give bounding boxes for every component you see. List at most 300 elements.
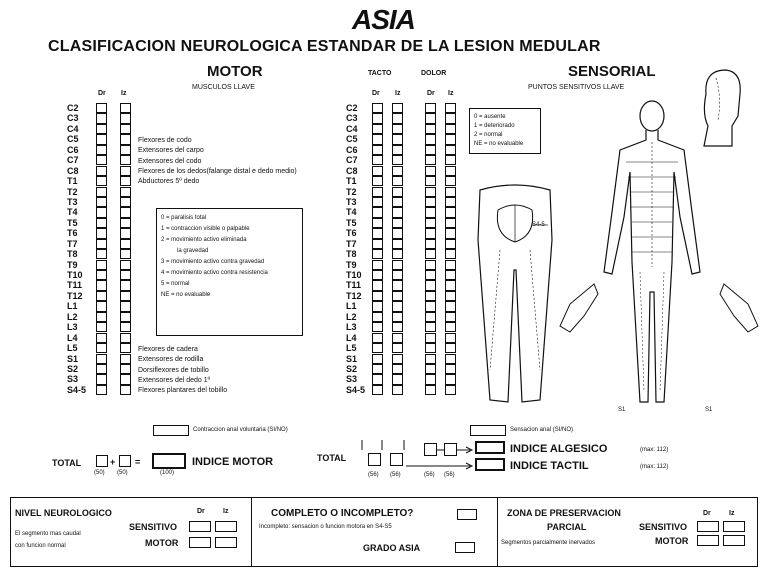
motor-left-box-c3[interactable] <box>120 113 131 123</box>
motor-legend-0: 0 = paralisis total <box>161 215 207 221</box>
pain-total-left[interactable] <box>444 443 457 456</box>
motor-level-labels <box>67 103 86 395</box>
pain-left-box-c3[interactable] <box>445 113 456 123</box>
touch-total-left[interactable] <box>390 453 403 466</box>
motor-level-t4: T4 <box>67 207 78 218</box>
touch-right-box-s1[interactable] <box>372 354 383 364</box>
motor-left-box-l5[interactable] <box>120 343 131 353</box>
zone-motor-label: MOTOR <box>655 536 689 546</box>
motor-left-box-c7[interactable] <box>120 155 131 165</box>
neuro-level-desc-2: con funcion normal <box>15 543 66 549</box>
pain-right-box-c6[interactable] <box>425 145 436 155</box>
muscle-l3: Extensores de rodilla <box>138 356 204 364</box>
motor-right-box-c3[interactable] <box>96 113 107 123</box>
zone-sensitive-left[interactable] <box>723 521 745 532</box>
touch-right-box-t2[interactable] <box>372 187 383 197</box>
sensory-level-t3: T3 <box>346 196 357 207</box>
touch-left-box-l1[interactable] <box>392 301 403 311</box>
touch-right-boxes <box>372 103 383 395</box>
pain-left-box-c8[interactable] <box>445 166 456 176</box>
motor-level-t5: T5 <box>67 217 78 228</box>
motor-right-box-t4[interactable] <box>96 207 107 217</box>
pain-left-box-t2[interactable] <box>445 187 456 197</box>
motor-level-s4-5: S4-5 <box>67 384 87 395</box>
motor-left-boxes <box>120 103 131 395</box>
motor-left-box-t1[interactable] <box>120 176 131 186</box>
motor-right-box-c5[interactable] <box>96 134 107 144</box>
touch-left-box-t6[interactable] <box>392 228 403 238</box>
motor-subtitle: MUSCULOS LLAVE <box>192 84 255 91</box>
pain-right-box-t1[interactable] <box>425 176 436 186</box>
sensory-level-l1: L1 <box>346 301 357 312</box>
motor-level-t6: T6 <box>67 228 78 239</box>
muscle-l4: Dorsiflexores de tobillo <box>138 366 209 374</box>
motor-level-t9: T9 <box>67 259 78 270</box>
touch-left-box-t7[interactable] <box>392 239 403 249</box>
pain-left-box-s4-5[interactable] <box>445 385 456 395</box>
pain-left-box-c7[interactable] <box>445 155 456 165</box>
pain-total-right[interactable] <box>424 443 437 456</box>
motor-level-l3: L3 <box>67 322 78 333</box>
touch-right-box-c8[interactable] <box>372 166 383 176</box>
sensory-title: SENSORIAL <box>568 63 656 80</box>
neuro-sensitive-left[interactable] <box>215 521 237 532</box>
sensory-level-c6: C6 <box>346 144 358 155</box>
touch-left-boxes <box>392 103 403 395</box>
touch-right-box-c3[interactable] <box>372 113 383 123</box>
motor-right-box-l1[interactable] <box>96 301 107 311</box>
pain-right-box-s1[interactable] <box>425 354 436 364</box>
touch-right-box-t5[interactable] <box>372 218 383 228</box>
motor-title: MOTOR <box>207 63 263 80</box>
touch-left-box-l3[interactable] <box>392 322 403 332</box>
pain-header: DOLOR <box>421 70 447 77</box>
motor-legend-4: 3 = movimiento activo contra gravedad <box>161 259 265 265</box>
pain-left-box-c2[interactable] <box>445 103 456 113</box>
zone-desc: Segmentos parcialmente inervados <box>501 540 596 546</box>
head-profile-diagram <box>692 64 748 154</box>
touch-right-box-t9[interactable] <box>372 260 383 270</box>
pain-max-left: (56) <box>444 472 455 478</box>
motor-left-box-t2[interactable] <box>120 187 131 197</box>
sensory-total-label: TOTAL <box>317 453 347 463</box>
motor-left-box-t3[interactable] <box>120 197 131 207</box>
motor-index-label: INDICE MOTOR <box>192 456 274 468</box>
motor-right-box-l4[interactable] <box>96 333 107 343</box>
zone-title-2: PARCIAL <box>547 522 587 532</box>
pain-right-box-t6[interactable] <box>425 228 436 238</box>
motor-level-t2: T2 <box>67 186 78 197</box>
muscle-c8: Flexores de los dedos(falange distal e dedo medio) <box>138 167 297 175</box>
zone-motor-left[interactable] <box>723 535 745 546</box>
touch-right-box-s4-5[interactable] <box>372 385 383 395</box>
pain-right-box-l4[interactable] <box>425 333 436 343</box>
form-title: CLASIFICACION NEUROLOGICA ESTANDAR DE LA LESION MEDULAR <box>48 38 601 55</box>
pain-right-box-t3[interactable] <box>425 197 436 207</box>
motor-legend-1: 1 = contraccion visible o palpable <box>161 226 250 232</box>
sensory-legend-2: 2 = normal <box>474 132 503 138</box>
touch-right-box-t10[interactable] <box>372 270 383 280</box>
pain-index-max: (max: 112) <box>640 447 669 453</box>
touch-left-box-t11[interactable] <box>392 280 403 290</box>
pain-right-box-t7[interactable] <box>425 239 436 249</box>
motor-right-box-t7[interactable] <box>96 239 107 249</box>
touch-left-box-s3[interactable] <box>392 374 403 384</box>
pain-right-box-l5[interactable] <box>425 343 436 353</box>
touch-max-left: (56) <box>390 472 401 478</box>
motor-left-box-t6[interactable] <box>120 228 131 238</box>
pain-right-box-t8[interactable] <box>425 249 436 259</box>
motor-left-box-c2[interactable] <box>120 103 131 113</box>
motor-right-box-t11[interactable] <box>96 280 107 290</box>
motor-left-box-l3[interactable] <box>120 322 131 332</box>
sensory-level-l2: L2 <box>346 311 357 322</box>
footer-divider-2 <box>497 498 498 566</box>
neuro-level-title: NIVEL NEUROLOGICO <box>15 508 112 518</box>
zone-sensitive-right[interactable] <box>697 521 719 532</box>
motor-index-box[interactable] <box>152 453 186 469</box>
pain-max-right: (56) <box>424 472 435 478</box>
pain-right-box-c7[interactable] <box>425 155 436 165</box>
touch-left-box-l4[interactable] <box>392 333 403 343</box>
touch-index-max: (max: 112) <box>640 464 669 470</box>
pain-left-box-c6[interactable] <box>445 145 456 155</box>
motor-col-left: Iz <box>121 90 127 97</box>
pain-left-box-t11[interactable] <box>445 280 456 290</box>
sensory-subtitle: PUNTOS SENSITIVOS LLAVE <box>528 84 625 91</box>
motor-right-box-t5[interactable] <box>96 218 107 228</box>
pain-left-box-t7[interactable] <box>445 239 456 249</box>
touch-left-box-t9[interactable] <box>392 260 403 270</box>
pain-left-box-t12[interactable] <box>445 291 456 301</box>
motor-left-box-s1[interactable] <box>120 354 131 364</box>
sensory-legend <box>469 108 541 154</box>
sensory-level-t7: T7 <box>346 238 357 249</box>
pain-col-right: Dr <box>427 90 435 97</box>
motor-level-c4: C4 <box>67 123 79 134</box>
motor-col-right: Dr <box>98 90 106 97</box>
touch-right-box-t1[interactable] <box>372 176 383 186</box>
pain-left-box-t1[interactable] <box>445 176 456 186</box>
sensory-legend-3: NE = no evaluable <box>474 141 524 147</box>
motor-level-t8: T8 <box>67 249 78 260</box>
motor-left-box-c8[interactable] <box>120 166 131 176</box>
touch-total-right[interactable] <box>368 453 381 466</box>
motor-left-box-t11[interactable] <box>120 280 131 290</box>
touch-left-box-l5[interactable] <box>392 343 403 353</box>
pain-right-box-t11[interactable] <box>425 280 436 290</box>
pain-right-box-c4[interactable] <box>425 124 436 134</box>
motor-right-box-l5[interactable] <box>96 343 107 353</box>
pain-right-box-c5[interactable] <box>425 134 436 144</box>
complete-box[interactable] <box>457 509 477 520</box>
sensory-level-t9: T9 <box>346 259 357 270</box>
pain-right-box-t10[interactable] <box>425 270 436 280</box>
neuro-col-left: Iz <box>223 508 229 515</box>
motor-left-box-c6[interactable] <box>120 145 131 155</box>
touch-left-box-t2[interactable] <box>392 187 403 197</box>
touch-right-box-s3[interactable] <box>372 374 383 384</box>
touch-left-box-s4-5[interactable] <box>392 385 403 395</box>
pain-left-box-l5[interactable] <box>445 343 456 353</box>
motor-equals: = <box>135 457 141 467</box>
footer-divider-1 <box>251 498 252 566</box>
muscle-l2: Flexores de cadera <box>138 346 198 353</box>
motor-right-box-c6[interactable] <box>96 145 107 155</box>
pain-right-box-t12[interactable] <box>425 291 436 301</box>
s1-right-marker: S1 <box>705 407 713 413</box>
pain-right-box-s4-5[interactable] <box>425 385 436 395</box>
touch-col-right: Dr <box>372 90 380 97</box>
pain-right-box-c8[interactable] <box>425 166 436 176</box>
motor-right-box-s4-5[interactable] <box>96 385 107 395</box>
touch-right-box-c5[interactable] <box>372 134 383 144</box>
touch-left-box-s1[interactable] <box>392 354 403 364</box>
touch-right-box-l4[interactable] <box>372 333 383 343</box>
motor-level-t12: T12 <box>67 290 83 301</box>
motor-left-box-t10[interactable] <box>120 270 131 280</box>
zone-sensitive-label: SENSITIVO <box>639 522 688 532</box>
motor-right-box-s3[interactable] <box>96 374 107 384</box>
pain-left-box-t3[interactable] <box>445 197 456 207</box>
grade-box[interactable] <box>455 542 475 553</box>
touch-left-box-s2[interactable] <box>392 364 403 374</box>
motor-left-box-t7[interactable] <box>120 239 131 249</box>
motor-level-t11: T11 <box>67 280 83 291</box>
motor-level-t7: T7 <box>67 238 78 249</box>
motor-left-box-t12[interactable] <box>120 291 131 301</box>
pain-right-box-c3[interactable] <box>425 113 436 123</box>
motor-left-box-t4[interactable] <box>120 207 131 217</box>
sensory-legend-0: 0 = ausente <box>474 114 506 120</box>
pain-left-box-l2[interactable] <box>445 312 456 322</box>
motor-left-box-t5[interactable] <box>120 218 131 228</box>
touch-left-box-t3[interactable] <box>392 197 403 207</box>
anal-sensation-box[interactable] <box>470 425 506 436</box>
sensory-level-t10: T10 <box>346 270 362 280</box>
pain-left-box-t10[interactable] <box>445 270 456 280</box>
pain-col-left: Iz <box>448 90 454 97</box>
perineum-diagram <box>470 180 560 410</box>
motor-left-box-s4-5[interactable] <box>120 385 131 395</box>
pain-right-box-t9[interactable] <box>425 260 436 270</box>
touch-left-box-c6[interactable] <box>392 145 403 155</box>
pain-left-boxes <box>445 103 456 395</box>
motor-right-box-c4[interactable] <box>96 124 107 134</box>
pain-left-box-t9[interactable] <box>445 260 456 270</box>
motor-level-c2: C2 <box>67 103 79 113</box>
touch-right-box-c7[interactable] <box>372 155 383 165</box>
touch-right-box-c4[interactable] <box>372 124 383 134</box>
motor-right-box-t9[interactable] <box>96 260 107 270</box>
pain-right-box-s2[interactable] <box>425 364 436 374</box>
touch-left-box-c5[interactable] <box>392 134 403 144</box>
motor-right-box-c7[interactable] <box>96 155 107 165</box>
sensory-level-s1: S1 <box>346 353 358 364</box>
touch-right-box-c2[interactable] <box>372 103 383 113</box>
motor-legend-7: NE = no evaluable <box>161 292 211 298</box>
pain-right-box-c2[interactable] <box>425 103 436 113</box>
motor-max-left: (50) <box>117 470 128 476</box>
pain-left-box-s1[interactable] <box>445 354 456 364</box>
motor-level-c3: C3 <box>67 113 79 124</box>
pain-left-box-l4[interactable] <box>445 333 456 343</box>
touch-left-box-t8[interactable] <box>392 249 403 259</box>
motor-right-box-t2[interactable] <box>96 187 107 197</box>
touch-right-box-t4[interactable] <box>372 207 383 217</box>
pain-index-box[interactable] <box>475 441 505 454</box>
pain-right-box-l3[interactable] <box>425 322 436 332</box>
pain-left-box-s2[interactable] <box>445 364 456 374</box>
neuro-motor-right[interactable] <box>189 537 211 548</box>
sensory-level-c4: C4 <box>346 123 358 134</box>
motor-right-box-l2[interactable] <box>96 312 107 322</box>
touch-right-box-l1[interactable] <box>372 301 383 311</box>
pain-index-label: INDICE ALGESICO <box>510 443 608 455</box>
sensory-level-t11: T11 <box>346 280 362 291</box>
motor-left-box-l4[interactable] <box>120 333 131 343</box>
muscle-c7: Extensores del codo <box>138 157 202 165</box>
pain-right-box-s3[interactable] <box>425 374 436 384</box>
touch-left-box-c4[interactable] <box>392 124 403 134</box>
motor-left-box-l1[interactable] <box>120 301 131 311</box>
touch-left-box-c2[interactable] <box>392 103 403 113</box>
sensory-level-c5: C5 <box>346 134 358 145</box>
pain-left-box-t6[interactable] <box>445 228 456 238</box>
grade-label: GRADO ASIA <box>363 543 421 553</box>
motor-right-box-t12[interactable] <box>96 291 107 301</box>
motor-right-box-t10[interactable] <box>96 270 107 280</box>
sensory-level-c3: C3 <box>346 113 358 124</box>
touch-right-box-l2[interactable] <box>372 312 383 322</box>
touch-left-box-t10[interactable] <box>392 270 403 280</box>
touch-left-box-l2[interactable] <box>392 312 403 322</box>
pain-right-box-t4[interactable] <box>425 207 436 217</box>
motor-left-box-t8[interactable] <box>120 249 131 259</box>
motor-left-box-l2[interactable] <box>120 312 131 322</box>
motor-right-box-l3[interactable] <box>96 322 107 332</box>
pain-left-box-t5[interactable] <box>445 218 456 228</box>
hand-left-diagram <box>554 280 602 340</box>
sensory-level-t1: T1 <box>346 176 357 187</box>
motor-right-box-t6[interactable] <box>96 228 107 238</box>
touch-right-box-t11[interactable] <box>372 280 383 290</box>
sensory-level-s4-5: S4-5 <box>346 384 366 395</box>
sensory-level-s3: S3 <box>346 374 358 385</box>
pain-right-box-t5[interactable] <box>425 218 436 228</box>
touch-header: TACTO <box>368 70 392 77</box>
motor-right-box-t8[interactable] <box>96 249 107 259</box>
motor-right-box-t1[interactable] <box>96 176 107 186</box>
motor-total-left[interactable] <box>119 455 131 467</box>
muscle-c6: Extensores del carpo <box>138 147 204 155</box>
motor-right-box-c8[interactable] <box>96 166 107 176</box>
touch-right-box-t7[interactable] <box>372 239 383 249</box>
touch-left-box-c7[interactable] <box>392 155 403 165</box>
neuro-sensitive-label: SENSITIVO <box>129 522 178 532</box>
touch-right-box-s2[interactable] <box>372 364 383 374</box>
motor-right-box-s1[interactable] <box>96 354 107 364</box>
sensory-level-c8: C8 <box>346 165 358 176</box>
motor-plus: + <box>110 457 116 467</box>
zone-motor-right[interactable] <box>697 535 719 546</box>
sensory-level-t4: T4 <box>346 207 357 218</box>
anal-contraction-box[interactable] <box>153 425 189 436</box>
touch-left-box-c3[interactable] <box>392 113 403 123</box>
motor-right-box-t3[interactable] <box>96 197 107 207</box>
sensory-level-labels <box>346 103 365 395</box>
touch-left-box-t5[interactable] <box>392 218 403 228</box>
motor-level-l5: L5 <box>67 343 78 354</box>
motor-left-box-s3[interactable] <box>120 374 131 384</box>
touch-left-box-t12[interactable] <box>392 291 403 301</box>
touch-left-box-t4[interactable] <box>392 207 403 217</box>
motor-level-l2: L2 <box>67 311 78 322</box>
touch-right-box-t12[interactable] <box>372 291 383 301</box>
muscle-t1: Abductores 5º dedo <box>138 178 200 186</box>
motor-legend-2: 2 = movimiento activo eliminada <box>161 237 247 243</box>
motor-level-l1: L1 <box>67 301 78 312</box>
motor-level-c7: C7 <box>67 155 79 166</box>
motor-level-t3: T3 <box>67 196 78 207</box>
pain-left-box-c4[interactable] <box>445 124 456 134</box>
pain-left-box-l3[interactable] <box>445 322 456 332</box>
muscle-c5: Flexores de codo <box>138 137 192 144</box>
pain-left-box-l1[interactable] <box>445 301 456 311</box>
touch-right-box-l5[interactable] <box>372 343 383 353</box>
neuro-motor-left[interactable] <box>215 537 237 548</box>
touch-right-box-t6[interactable] <box>372 228 383 238</box>
pain-left-box-t4[interactable] <box>445 207 456 217</box>
sensory-level-l3: L3 <box>346 322 357 333</box>
touch-index-label: INDICE TACTIL <box>510 460 589 472</box>
s45-marker: S4-5 <box>532 222 545 228</box>
motor-total-right[interactable] <box>96 455 108 467</box>
touch-right-box-l3[interactable] <box>372 322 383 332</box>
touch-left-box-c8[interactable] <box>392 166 403 176</box>
incomplete-desc: Incompleto: sensacion o funcion motora en S4-S5 <box>259 524 392 530</box>
motor-left-box-t9[interactable] <box>120 260 131 270</box>
motor-left-box-c5[interactable] <box>120 134 131 144</box>
zone-col-right: Dr <box>703 510 711 517</box>
motor-level-s2: S2 <box>67 363 79 374</box>
motor-right-box-s2[interactable] <box>96 364 107 374</box>
pain-right-boxes <box>425 103 436 395</box>
neuro-sensitive-right[interactable] <box>189 521 211 532</box>
touch-index-box[interactable] <box>475 458 505 471</box>
asia-logo: ASIA <box>352 4 415 35</box>
touch-right-box-t8[interactable] <box>372 249 383 259</box>
s1-left-marker: S1 <box>618 407 626 413</box>
motor-right-box-c2[interactable] <box>96 103 107 113</box>
neuro-level-desc-1: El segmento mas caudal <box>15 531 81 537</box>
pain-left-box-c5[interactable] <box>445 134 456 144</box>
pain-right-box-l2[interactable] <box>425 312 436 322</box>
touch-left-box-t1[interactable] <box>392 176 403 186</box>
sensory-legend-1: 1 = deteriorado <box>474 123 515 129</box>
touch-right-box-t3[interactable] <box>372 197 383 207</box>
zone-col-left: Iz <box>729 510 735 517</box>
motor-level-c6: C6 <box>67 144 79 155</box>
motor-left-box-s2[interactable] <box>120 364 131 374</box>
pain-left-box-s3[interactable] <box>445 374 456 384</box>
pain-left-box-t8[interactable] <box>445 249 456 259</box>
motor-max-right: (50) <box>94 470 105 476</box>
touch-right-box-c6[interactable] <box>372 145 383 155</box>
pain-right-box-l1[interactable] <box>425 301 436 311</box>
motor-left-box-c4[interactable] <box>120 124 131 134</box>
pain-right-box-t2[interactable] <box>425 187 436 197</box>
